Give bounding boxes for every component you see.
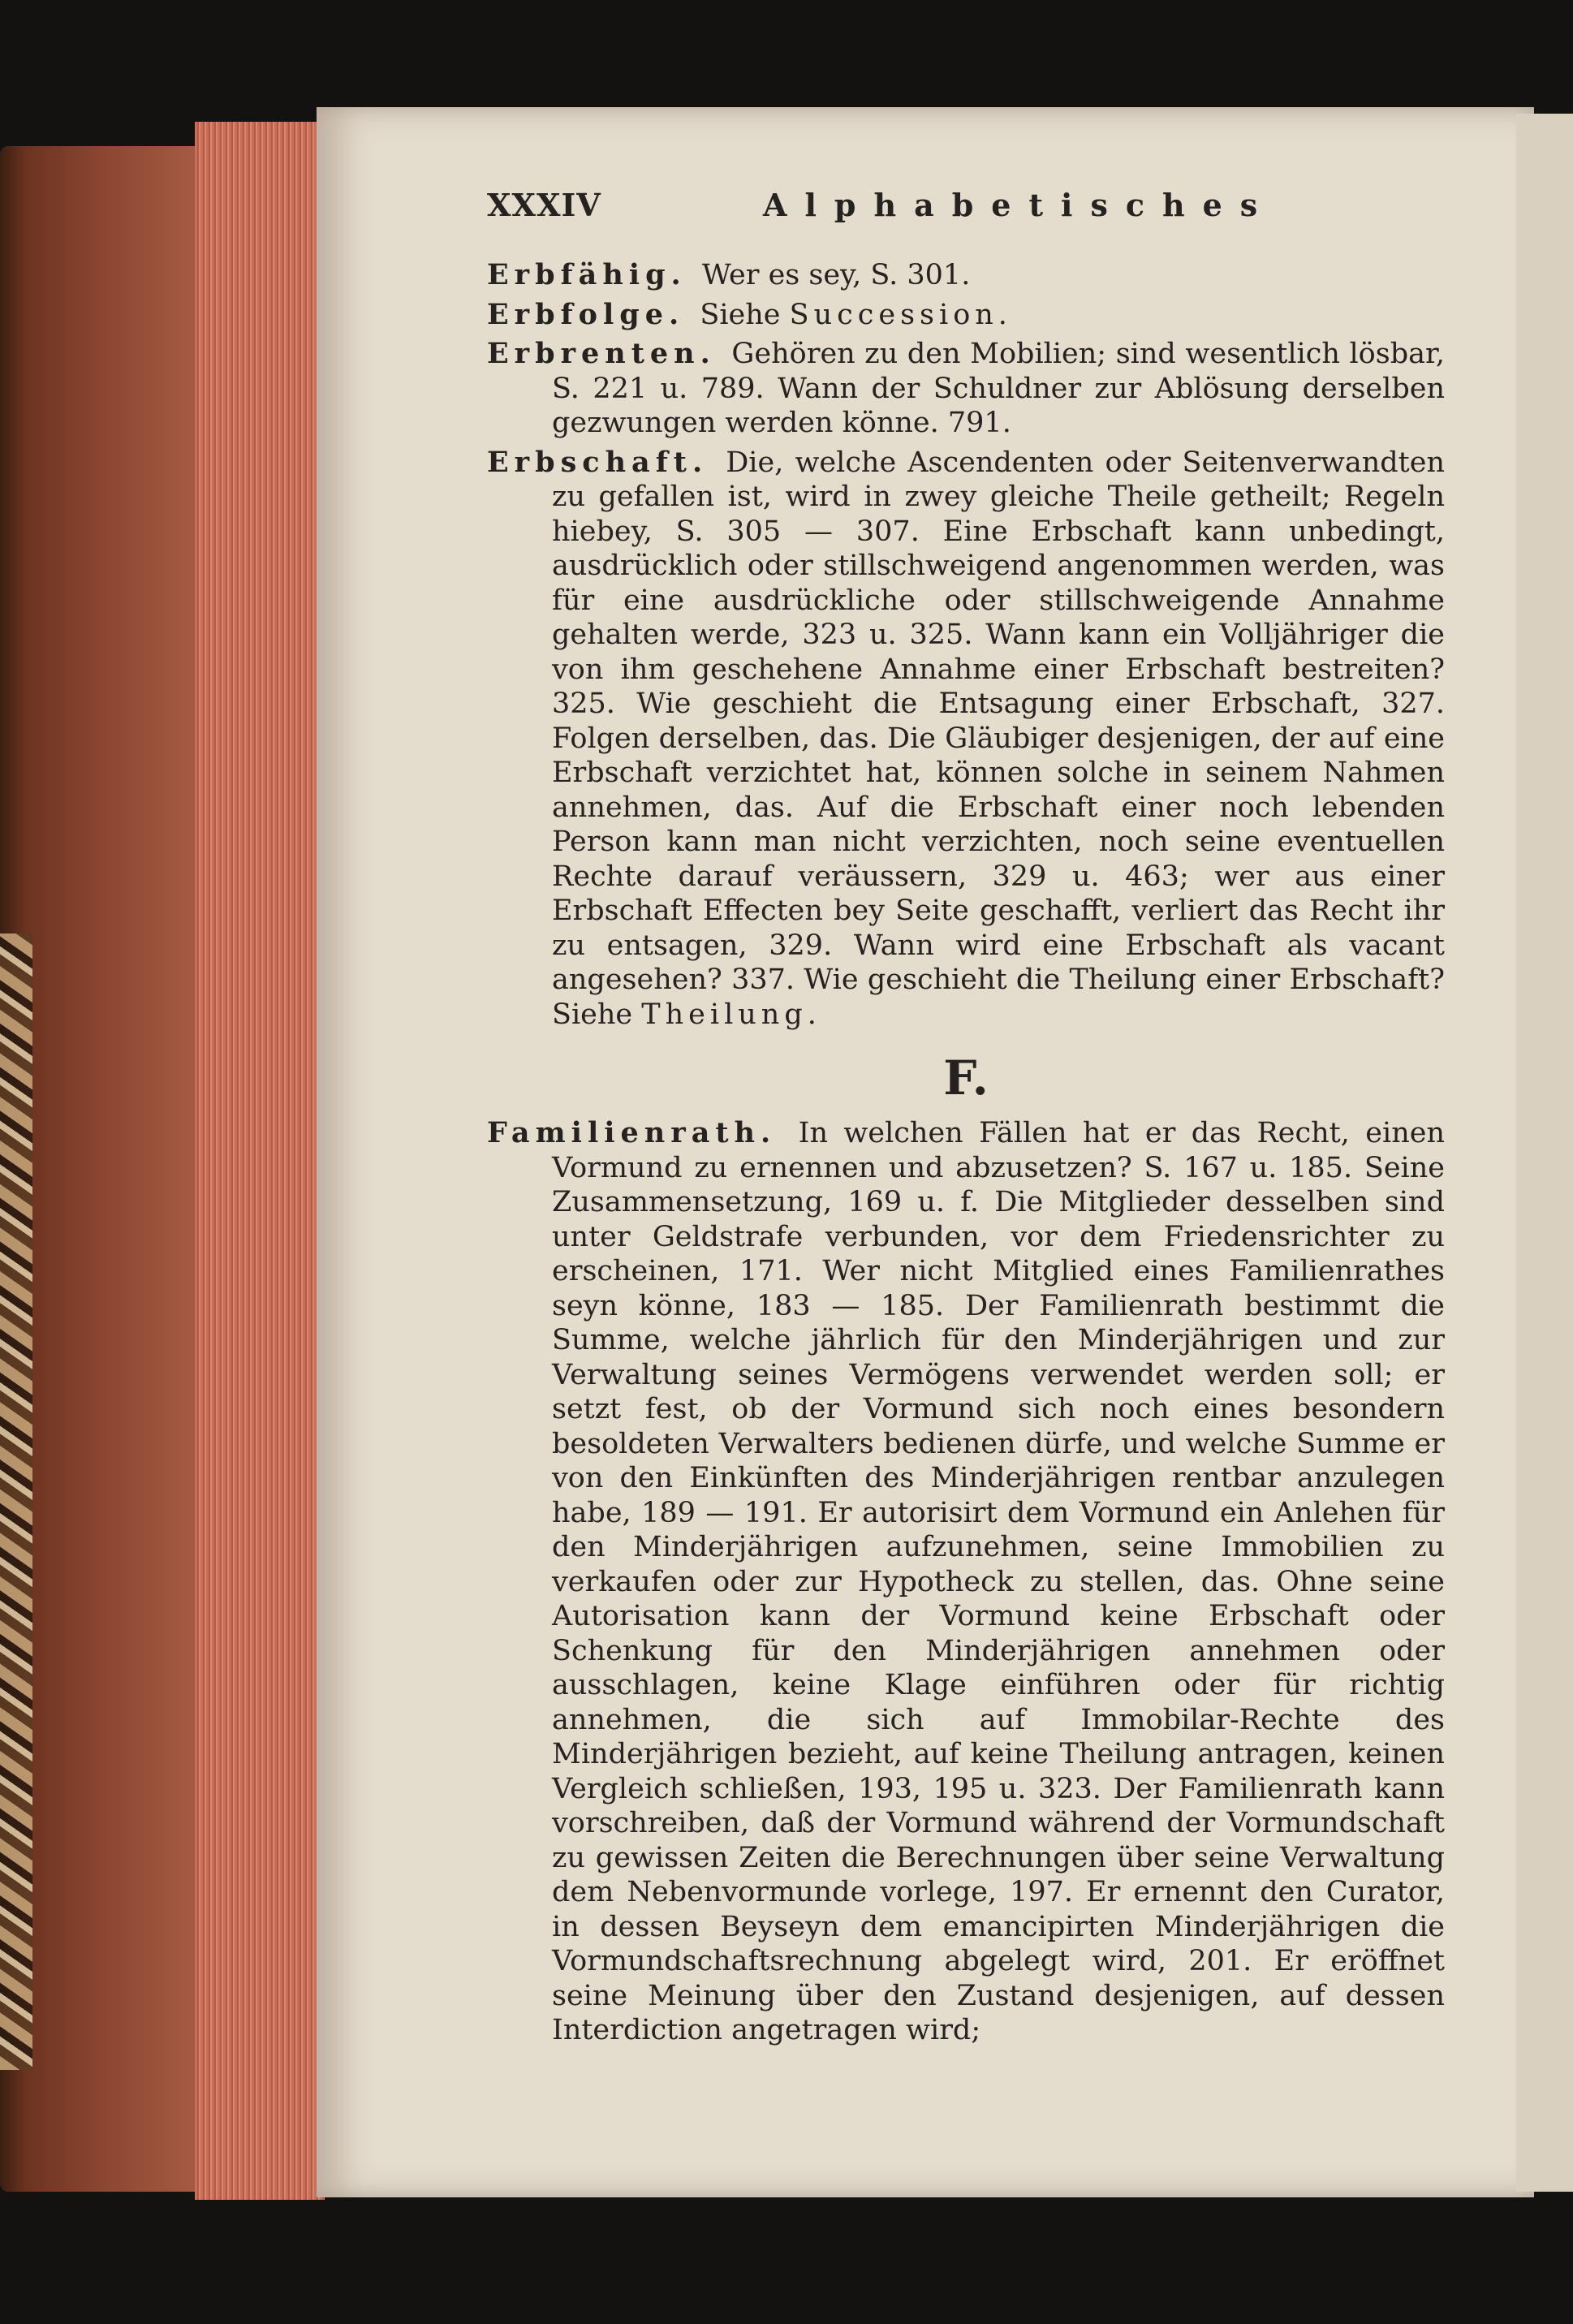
entry-lemma: Erbfähig. [487,258,687,291]
index-entry [487,446,1445,1033]
entry-text: Wer es sey, S. 301. [701,259,971,291]
entry-text: Die, welche Ascendenten oder Seitenverwandten zu gefallen ist, wird in zwey gleiche Theile getheilt; Regeln hiebey, S. 305 — 307. Eine Erbschaft kann unbedingt, ausdrücklich oder stillschweigend angenommen werden, was für eine ausdrückliche oder stillschweigende Annahme gehalten werde, 323 u. 325. Wann kann ein Volljähriger die von ihm geschehene Annahme einer Erbschaft bestreiten? 325. Wie geschieht die Entsagung einer Erbschaft, 327. Folgen derselben, das. Die Gläubiger desjenigen, der auf eine Erbschaft verzichtet hat, können solche in seinem Nahmen annehmen, das. Auf die Erbschaft einer noch lebenden Person kann man nicht verzichten, noch seine eventuellen Rechte darauf veräussern, 329 u. 463; wer aus einer Erbschaft Effecten bey Seite geschafft, verliert das Recht ihr zu entsagen, 329. Wann wird eine Erbschaft als vacant angesehen? 337. Wie geschieht die Theilung einer Erbschaft? Siehe [552,446,1445,1031]
entry-text: Siehe [700,298,781,331]
entry-cross-reference: Theilung. [641,998,821,1031]
running-head: Alphabetisches [763,187,1276,223]
folio: XXXIV [487,187,601,223]
page-edges [195,122,325,2200]
index-entry [430,1116,1445,2048]
entry-lemma: Erbschaft. [487,445,709,479]
index-entry [487,258,1445,293]
entry-lemma: Erbfolge. [487,297,685,331]
entry-text: Gehören zu den Mobilien; sind wesentlich lösbar, S. 221 u. 789. Wann der Schuldner zur Ablösung derselben gezwungen werden könne. 791. [552,338,1445,439]
entry-lemma: Familienrath. [487,1116,777,1149]
page-content [487,187,1445,2053]
entry-lemma: Erbrenten. [487,337,716,370]
entry-text: In welchen Fällen hat er das Recht, einen Vormund zu ernennen und abzusetzen? S. 167 u. 185. Seine Zusammensetzung, 169 u. f. Die Mitglieder desselben sind unter Geldstrafe verbunden, vor dem Friedensrichter zu erscheinen, 171. Wer nicht Mitglied eines Familienrathes seyn könne, 183 — 185. Der Familienrath bestimmt die Summe, welche jährlich für den Minderjährigen und zur Verwaltung seines Vermögens verwendet werden soll; er setzt fest, ob der Vormund sich noch eines besondern besoldeten Verwalters bedienen dürfe, und welche Summe er von den Einkünften des Minderjährigen rentbar anzulegen habe, 189 — 191. Er autorisirt dem Vormund ein Anlehen für den Minderjährigen aufzunehmen, seine Immobilien zu verkaufen oder zur Hypotheck zu stellen, das. Ohne seine Autorisation kann der Vormund keine Erbschaft oder Schenkung für den Minderjährigen annehmen oder ausschlagen, keine Klage einführen oder für richtig annehmen, die sich auf Immobilar-Rechte des Minderjährigen bezieht, auf keine Theilung antragen, keinen Vergleich schließen, 193, 195 u. 323. Der Familienrath kann vorschreiben, daß der Vormund während der Vormundschaft zu gewissen Zeiten die Berechnungen über seine Verwaltung dem Nebenvormunde vorlege, 197. Er ernennt den Curator, in dessen Beyseyn dem emancipirten Minderjährigen die Vormundschaftsrechnung abgelegt wird, 201. Er eröffnet seine Meinung über den Zustand desjenigen, auf dessen Interdiction angetragen wird; [552,1117,1445,2046]
index-entry [487,337,1445,441]
page-header [487,187,1445,235]
marbled-cover [0,933,32,2070]
facing-page-edge [1516,114,1573,2192]
entry-cross-reference: Succession. [789,298,1012,331]
section-letter: F. [943,1050,989,1106]
index-entry [487,298,1445,333]
